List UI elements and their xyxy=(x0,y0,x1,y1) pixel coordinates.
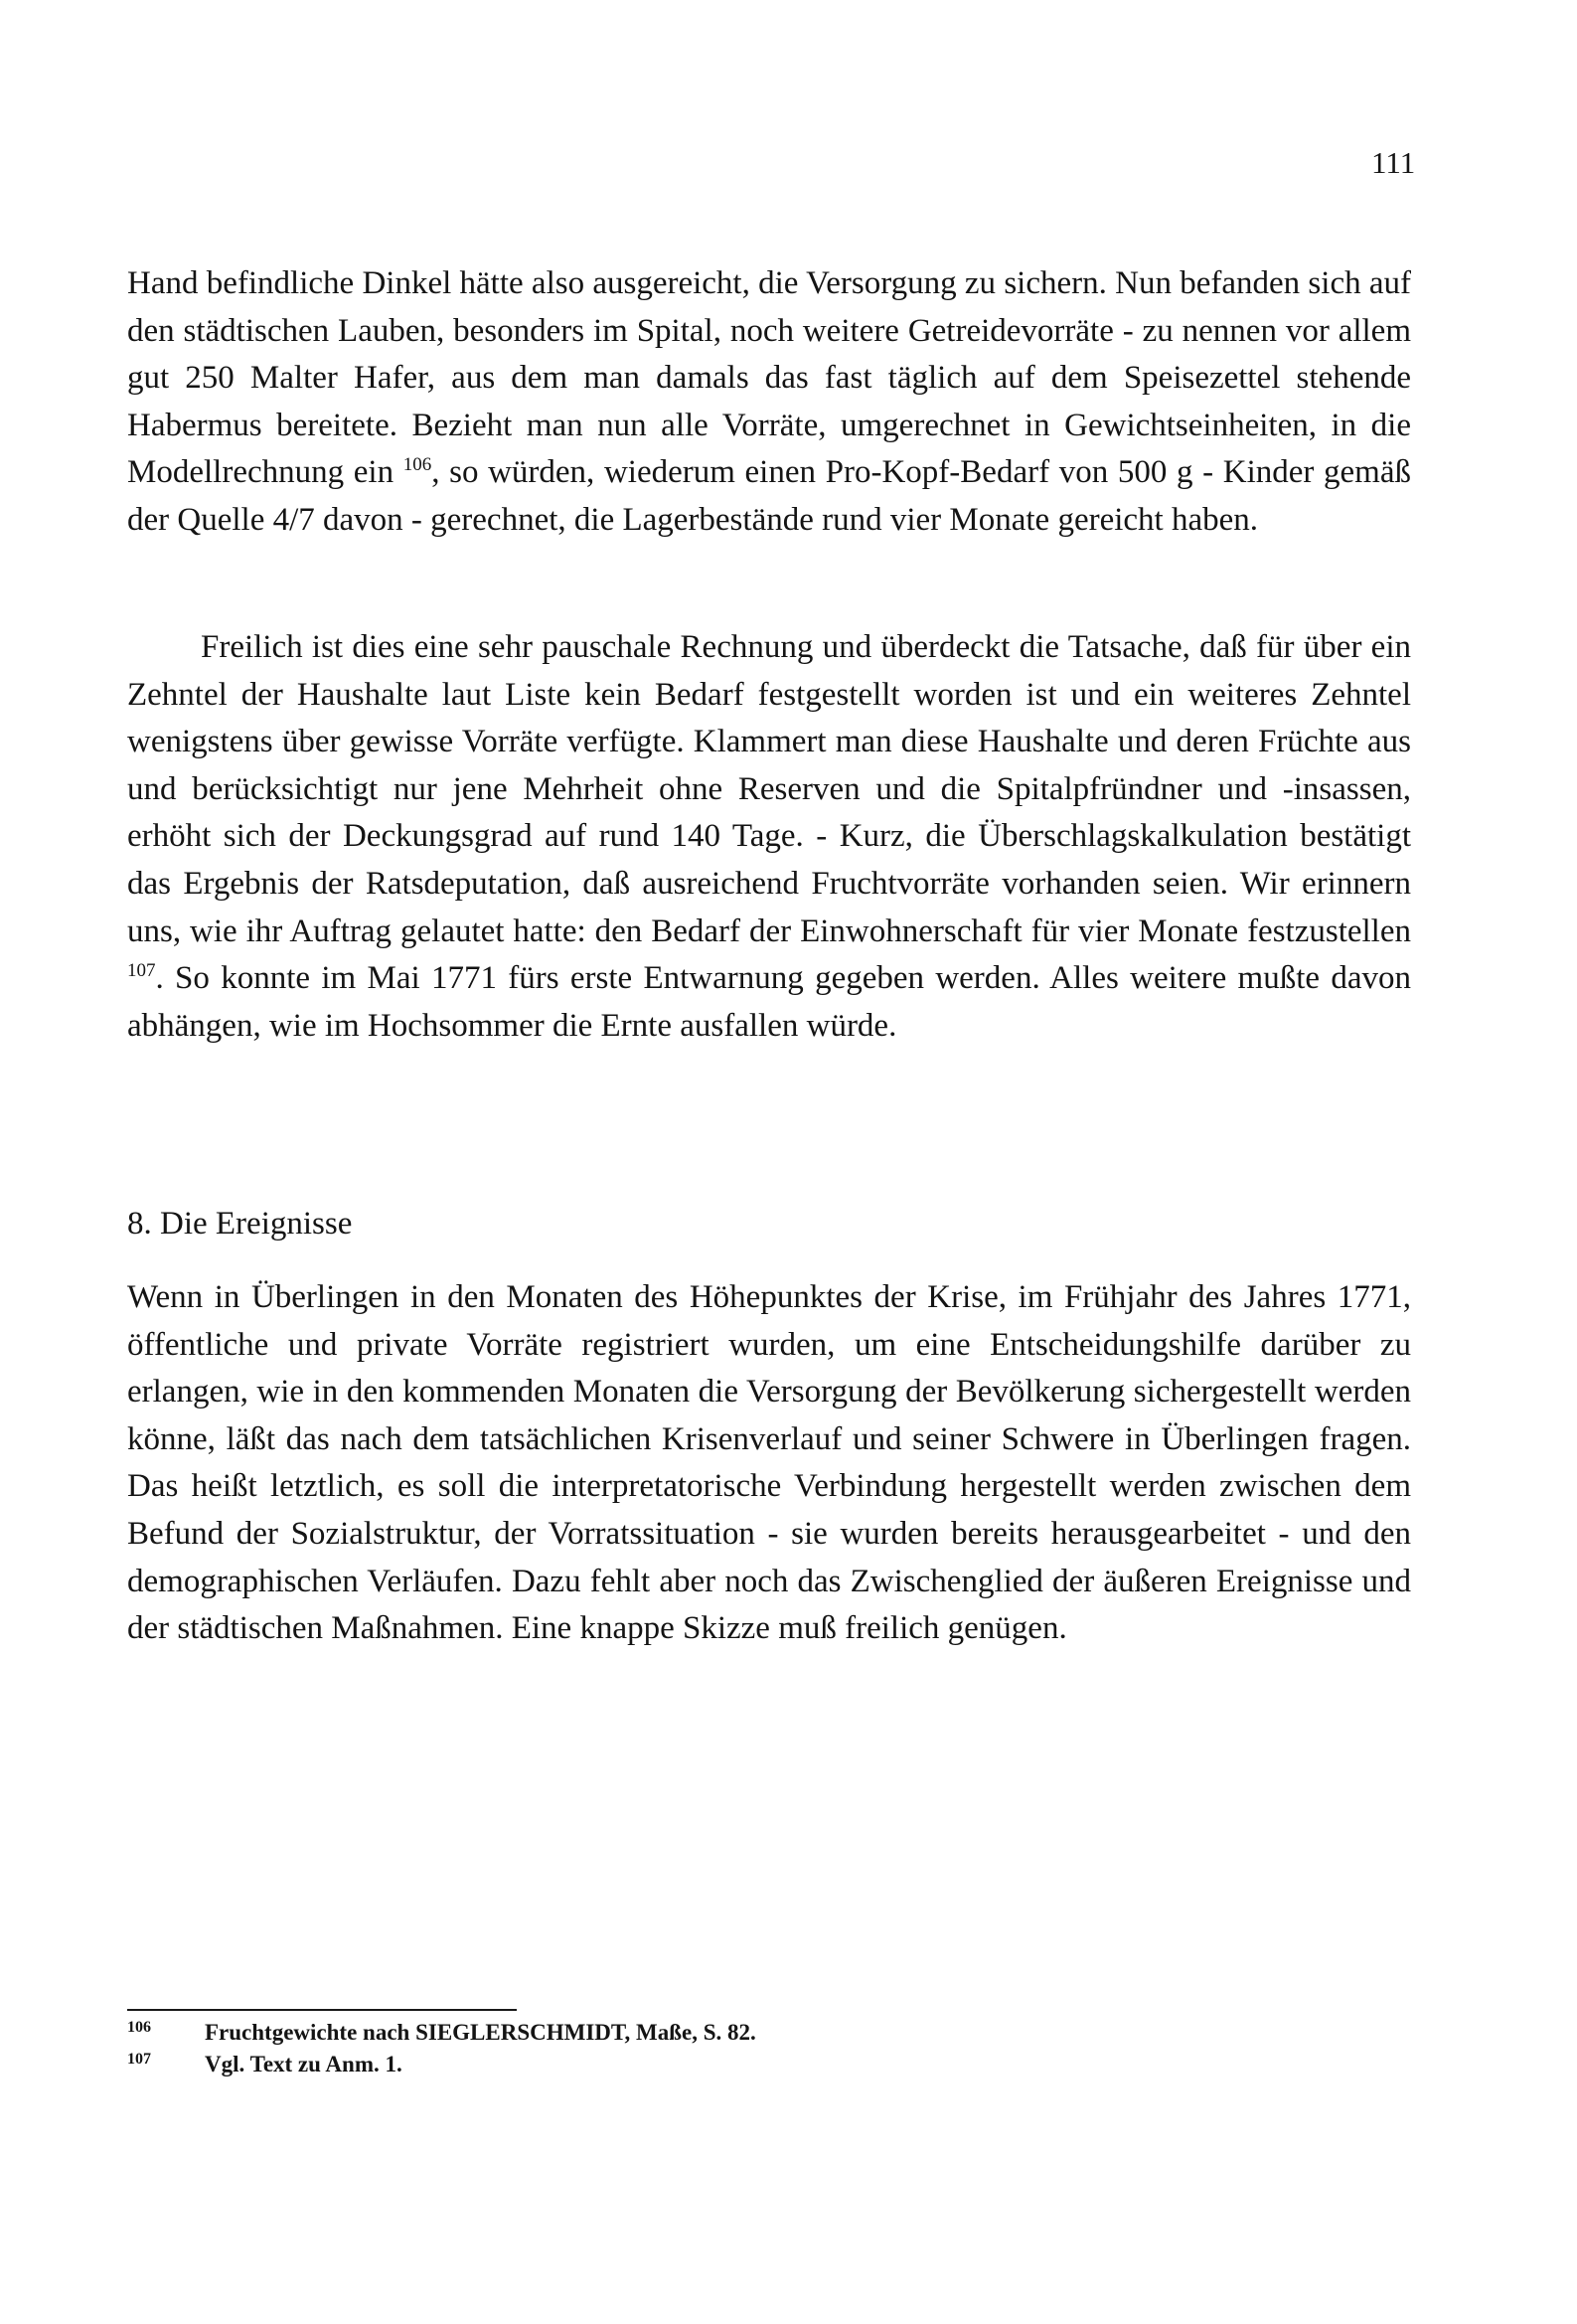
section-heading: 8. Die Ereignisse xyxy=(127,1206,353,1242)
footnote-ref-107: 107 xyxy=(127,960,156,982)
paragraph-2 xyxy=(127,624,1411,1050)
paragraph-2-text: Freilich ist dies eine sehr pauschale Rechnung und überdeckt die Tatsache, daß für über ein Zehntel der Haushalte laut Liste kein Bedarf festgestellt worden ist und ein weiteres Zehntel wenigstens über gewisse Vorräte verfügte. Klammert man diese Haushalte und deren Früchte aus und berücksichtigt nur jene Mehrheit ohne Reserven und die Spitalpfründner und -insassen, erhöht sich der Deckungsgrad auf rund 140 Tage. - Kurz, die Überschlagskalkulation bestätigt das Ergebnis der Ratsdeputation, daß ausreichend Fruchtvorräte vorhanden seien. Wir erinnern uns, wie ihr Auftrag gelautet hatte: den Bedarf der Einwohnerschaft für vier Monate festzustellen xyxy=(127,629,1411,949)
footnote-number: 106 xyxy=(127,2019,151,2036)
footnote-106 xyxy=(127,2018,756,2047)
paragraph-1-text: Hand befindliche Dinkel hätte also ausgereicht, die Versorgung zu sichern. Nun befanden sich auf den städtischen Lauben, besonders im Spital, noch weitere Getreidevorräte - zu nennen vor allem gut 250 Malter Hafer, aus dem man damals das fast täglich auf dem Speisezettel stehende Habermus bereitete. Bezieht man nun alle Vorräte, umgerechnet in Gewichtseinheiten, in die Modellrechnung ein xyxy=(127,265,1411,491)
paragraph-1-text-continued: , so würden, wiederum einen Pro-Kopf-Bedarf von 500 g - Kinder gemäß der Quelle 4/7 davon - gerechnet, die Lagerbestände rund vier Monate gereicht haben. xyxy=(127,454,1411,538)
footnote-107 xyxy=(127,2050,402,2078)
footnote-ref-106: 106 xyxy=(402,454,432,476)
footnote-text: Fruchtgewichte nach SIEGLERSCHMIDT, Maße, S. 82. xyxy=(205,2020,756,2045)
paragraph-3: Wenn in Überlingen in den Monaten des Höhepunktes der Krise, im Frühjahr des Jahres 1771, öffentliche und private Vorräte registriert wurden, um eine Entscheidungshilfe darüber zu erlangen, wie in den kommenden Monaten die Versorgung der Bevölkerung sichergestellt werden könne, läßt das nach dem tatsächlichen Krisenverlauf und seiner Schwere in Überlingen fragen. Das heißt letztlich, es soll die interpretatorische Verbindung hergestellt werden zwischen dem Befund der Sozialstruktur, der Vorratssituation - sie wurden bereits herausgearbeitet - und den demographischen Verläufen. Dazu fehlt aber noch das Zwischenglied der äußeren Ereignisse und der städtischen Maßnahmen. Eine knappe Skizze muß freilich genügen. xyxy=(127,1279,1411,1647)
footnote-number: 107 xyxy=(127,2051,151,2068)
paragraph-1 xyxy=(127,260,1411,545)
footnote-divider xyxy=(127,2009,517,2011)
paragraph-2-text-continued: . So konnte im Mai 1771 fürs erste Entwarnung gegeben werden. Alles weitere mußte davon abhängen, wie im Hochsommer die Ernte ausfallen würde. xyxy=(127,960,1411,1044)
page-number: 111 xyxy=(1371,145,1416,180)
footnote-text: Vgl. Text zu Anm. 1. xyxy=(205,2052,402,2076)
